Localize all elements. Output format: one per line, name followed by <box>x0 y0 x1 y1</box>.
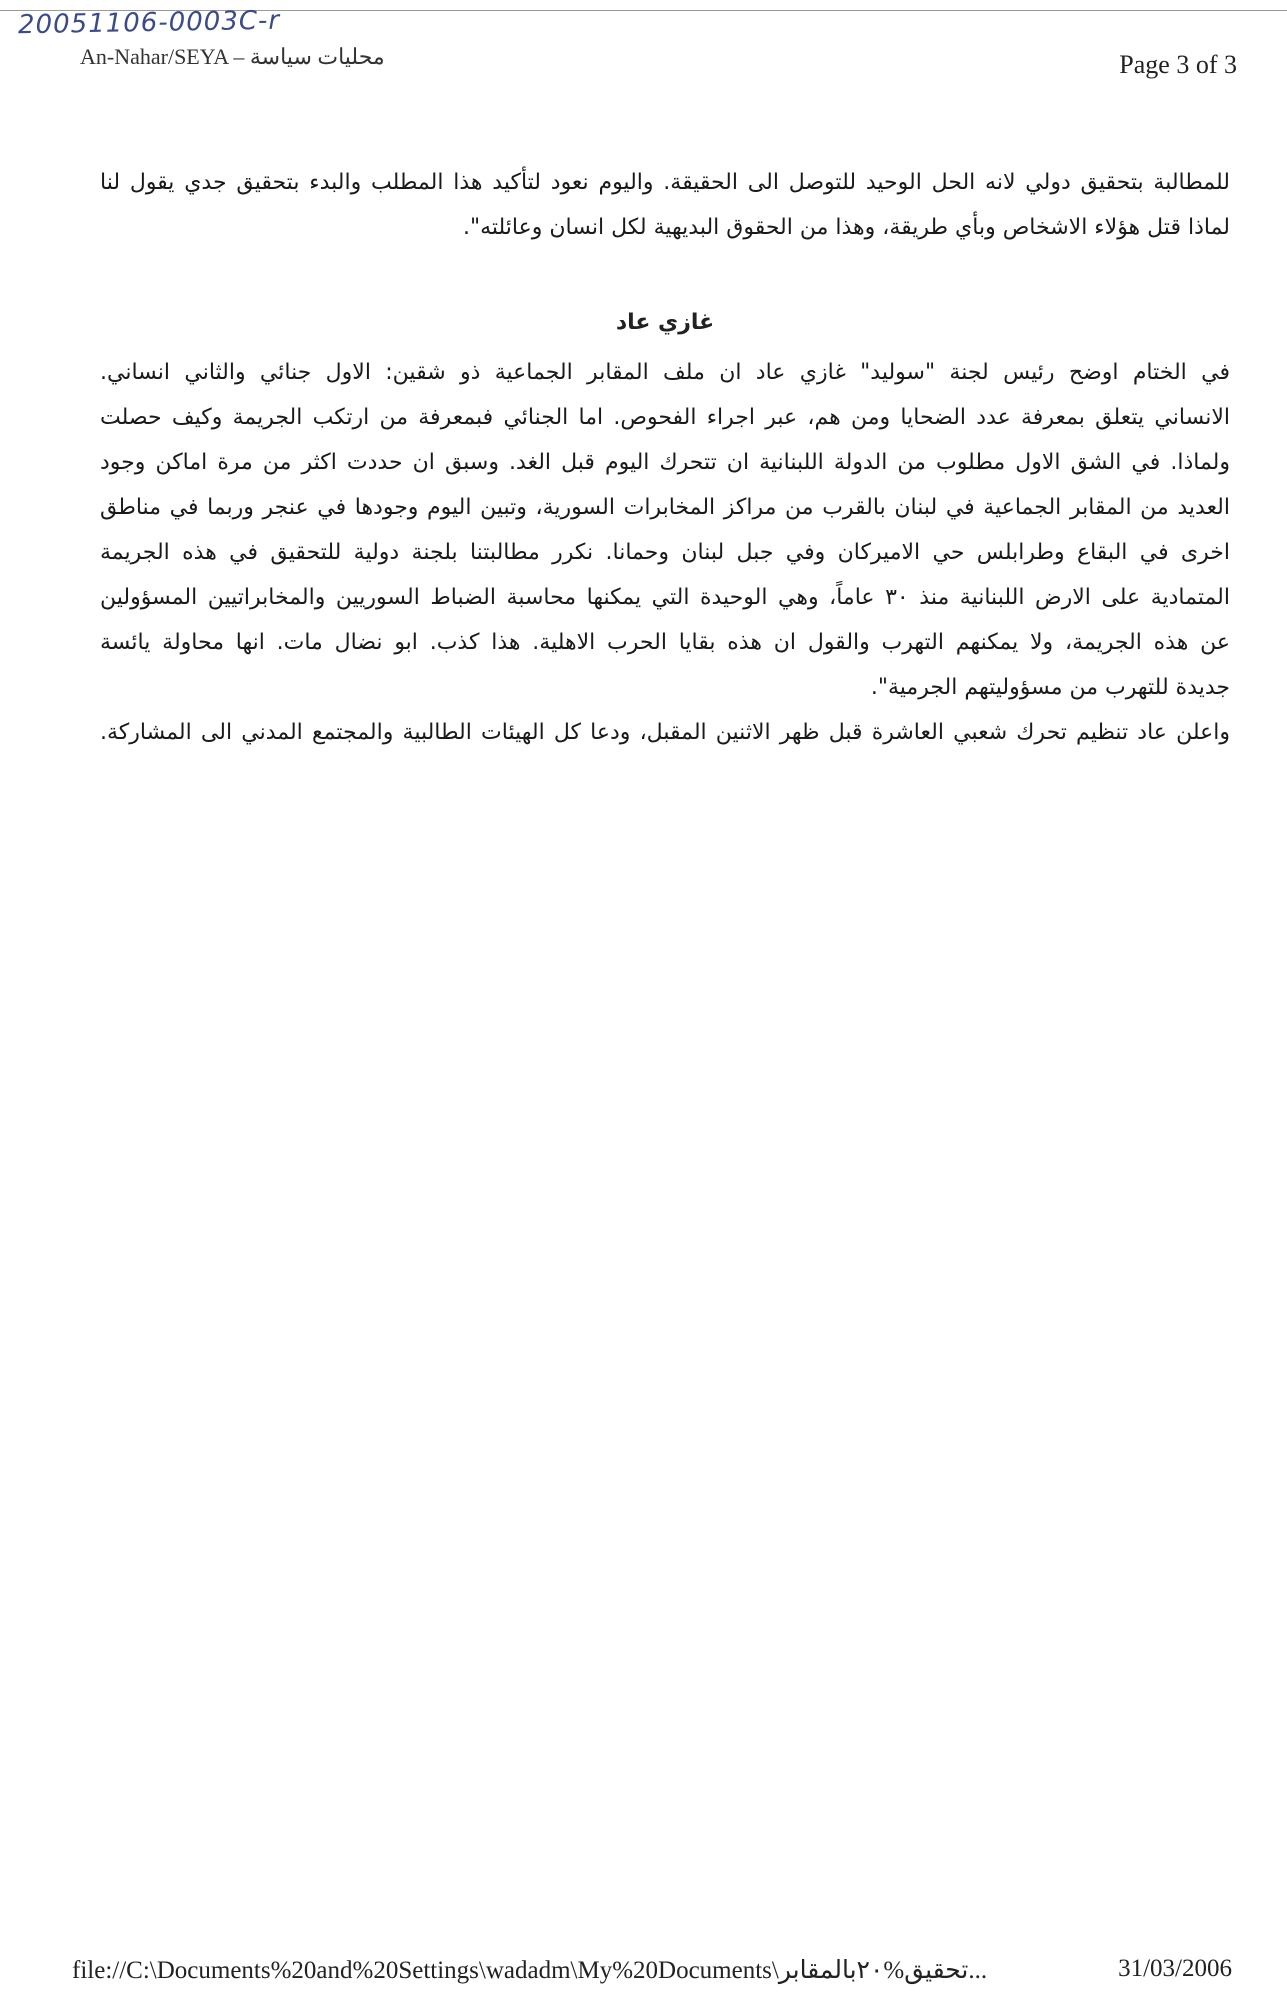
footer-file-path: file://C:\Documents%20and%20Settings\wadadm\My%20Documents\تحقيق%٢٠بالمقابر... <box>72 1957 988 1984</box>
paragraph-1-line: للمطالبة بتحقيق دولي لانه الحل الوحيد للتوصل الى الحقيقة. واليوم نعود لتأكيد هذا المطلب والبدء بتحقيق جدي يقول لنا <box>100 170 1230 195</box>
paragraph-2-line: جديدة للتهرب من مسؤوليتهم الجرمية". <box>870 675 1230 700</box>
section-heading: غازي عاد <box>615 310 715 335</box>
paragraph-2-line: المتمادية على الارض اللبنانية منذ ٣٠ عاماً، وهي الوحيدة التي يمكنها محاسبة الضباط السوريين والمخابراتيين المسؤولين <box>100 585 1230 610</box>
paragraph-2-line: واعلن عاد تنظيم تحرك شعبي العاشرة قبل ظهر الاثنين المقبل، ودعا كل الهيئات الطالبية والمجتمع المدني الى المشاركة. <box>100 720 1230 745</box>
handwritten-reference: 20051106-0003C-r <box>17 5 281 41</box>
paragraph-1-line: لماذا قتل هؤلاء الاشخاص وبأي طريقة، وهذا من الحقوق البديهية لكل انسان وعائلته". <box>462 215 1230 240</box>
paragraph-2-line: في الختام اوضح رئيس لجنة "سوليد" غازي عاد ان ملف المقابر الجماعية ذو شقين: الاول جنائي والثاني انساني. <box>100 360 1230 385</box>
paragraph-2-line: العديد من المقابر الجماعية في لبنان بالقرب من مراكز المخابرات السورية، وتبين اليوم وجودها في عنجر وربما في مناطق <box>100 495 1230 520</box>
paragraph-2-line: الانساني يتعلق بمعرفة عدد الضحايا ومن هم، عبر اجراء الفحوص. اما الجنائي فبمعرفة من ارتكب الجريمة وكيف حصلت <box>100 405 1230 430</box>
source-label: An-Nahar/SEYA – محليات سياسة <box>80 44 385 69</box>
paragraph-1 <box>100 160 1230 250</box>
paragraph-2-line: اخرى في البقاع وطرابلس حي الاميركان وفي جبل لبنان وحمانا. نكرر مطالبتنا بلجنة دولية للتحقيق في هذه الجريمة <box>100 540 1230 565</box>
footer-date: 31/03/2006 <box>1118 1955 1232 1982</box>
paragraph-2-line: عن هذه الجريمة، ولا يمكنهم التهرب والقول ان هذه بقايا الحرب الاهلية. هذا كذب. ابو نضال مات. انها محاولة يائسة <box>100 630 1230 655</box>
page-number: Page 3 of 3 <box>1119 50 1237 79</box>
paragraph-2 <box>100 350 1230 755</box>
paragraph-2-line: ولماذا. في الشق الاول مطلوب من الدولة اللبنانية ان تتحرك اليوم قبل الغد. وسبق ان حددت اكثر من مرة اماكن وجود <box>100 450 1230 475</box>
